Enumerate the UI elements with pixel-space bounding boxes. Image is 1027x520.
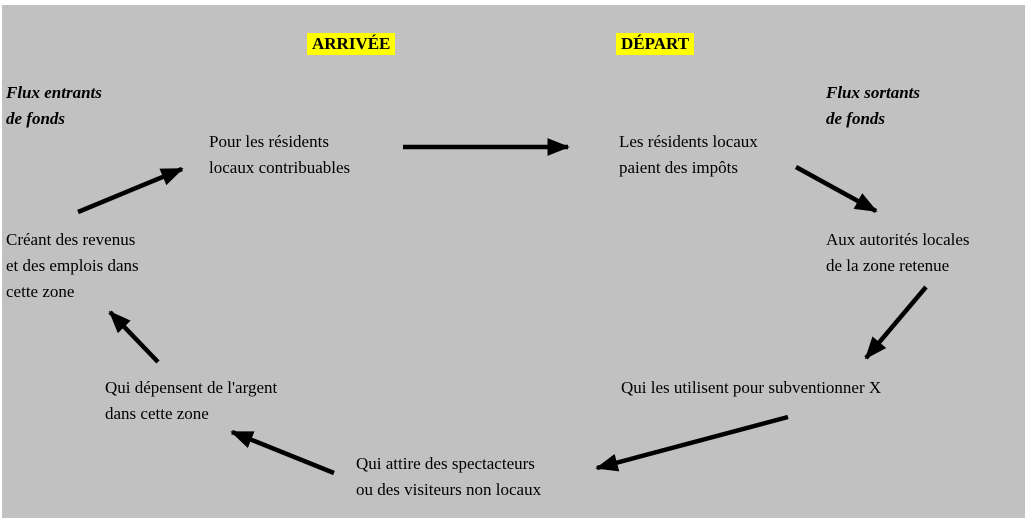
arrow-impots-to-autorites [796,167,876,211]
node-text-line: Les résidents locaux [619,132,758,151]
node-impots [619,129,758,181]
node-text-line: Aux autorités locales [826,230,970,249]
node-text-line: Qui attire des spectacteurs [356,454,535,473]
arrivee-heading: ARRIVÉE [307,33,395,55]
outflow-label-line: de fonds [826,109,886,128]
node-residents [209,129,350,181]
node-text-line: ou des visiteurs non locaux [356,480,542,499]
node-depensent [105,375,277,427]
node-subventionner [621,375,881,401]
node-text-line: et des emplois dans [6,256,139,275]
node-text-line: locaux contribuables [209,158,351,177]
arrow-autorites-to-subventionner [866,287,926,358]
inflow-label-line: de fonds [6,109,66,128]
node-text-line: Qui dépensent de l'argent [105,378,278,397]
node-text-line: paient des impôts [619,158,738,177]
depart-heading: DÉPART [616,33,694,55]
node-autorites [826,227,970,279]
arrow-revenus-to-residents [78,169,182,212]
node-text-line: Qui les utilisent pour subventionner X [621,378,882,397]
outflow-label-line: Flux sortants [826,83,921,102]
node-text-line: de la zone retenue [826,256,950,275]
node-text-line: dans cette zone [105,404,209,423]
node-text-line: Créant des revenus [6,230,136,249]
inflow-label [6,80,102,132]
node-revenus [6,227,139,305]
node-spectateurs [356,451,541,503]
arrow-spectateurs-to-depensent [232,432,334,473]
node-text-line: Pour les résidents [209,132,329,151]
arrow-subventionner-to-spectateurs [597,417,788,468]
arrow-depensent-to-revenus [110,312,158,362]
outflow-label [826,80,920,132]
node-text-line: cette zone [6,282,75,301]
inflow-label-line: Flux entrants [6,83,102,102]
